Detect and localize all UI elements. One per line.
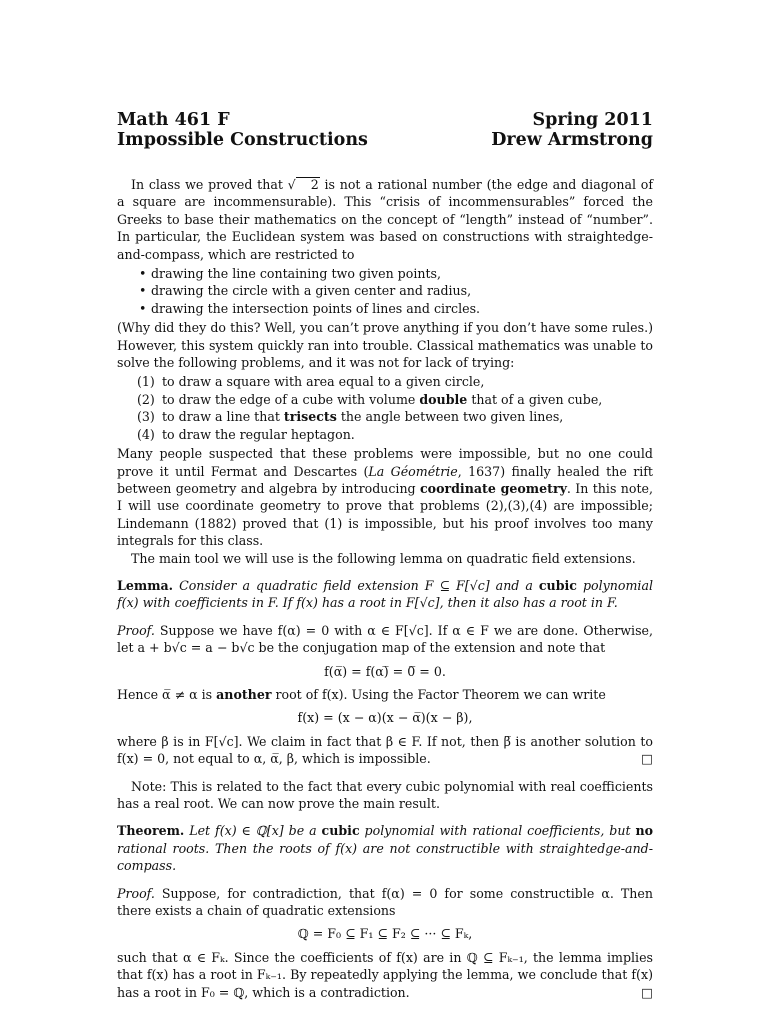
equation-factorization: f(x) = (x − α)(x − α̅)(x − β),: [297, 710, 473, 726]
theorem: Theorem. Let f(x) ∈ ℚ[x] be a cubic polynomial with rational coefficients, but no rational roots. Then the roots of f(x) are not constructible with straightedge-and-compass.: [117, 823, 654, 874]
equation-chain: ℚ = F₀ ⊆ F₁ ⊆ F₂ ⊆ ··· ⊆ Fₖ,: [297, 926, 473, 942]
document-body: [117, 176, 653, 1001]
proof-label: Proof.: [117, 885, 155, 901]
sqrt-two: 2: [296, 177, 320, 191]
lemma-proof: Proof. Suppose we have f(α) = 0 with α ∈ F[√c]. If α ∈ F we are done. Otherwise, let a + b√c = a − b√c be the conjugation map of the extension and note that: [117, 622, 653, 656]
list-item: (1) to draw a square with area equal to a given circle,: [137, 374, 485, 390]
note-paragraph: Note: This is related to the fact that every cubic polynomial with real coefficients has a real root. We can now prove the main result.: [117, 778, 653, 811]
problems-list: [117, 373, 653, 443]
list-item: • drawing the circle with a given center and radius,: [141, 282, 653, 299]
another-root-text: Hence α̅ ≠ α is another root of f(x). Using the Factor Theorem we can write: [117, 686, 606, 702]
equation-conjugation: f(α̅) = f(α)̅ = 0̅ = 0.: [324, 663, 446, 679]
main-tool-paragraph: The main tool we will use is the following lemma on quadratic field extensions.: [131, 550, 636, 566]
conclusion-text: such that α ∈ Fₖ. Since the coefficients of f(x) are in ℚ ⊆ Fₖ₋₁, the lemma implies that f(x) has a root in Fₖ₋₁. By repeatedly applying the lemma, we conclude that f(x) has a root in F₀ = ℚ, which is a contradiction. □: [117, 949, 653, 1000]
header-left: [117, 110, 368, 150]
author: Drew Armstrong: [491, 130, 653, 150]
course-number: Math 461 F: [117, 110, 230, 130]
theorem-label: Theorem.: [117, 823, 185, 839]
list-item: • drawing the line containing two given points,: [141, 265, 653, 282]
list-item: • drawing the intersection points of lines and circles.: [141, 300, 653, 317]
history-paragraph: Many people suspected that these problems were impossible, but no one could prove it until Fermat and Descartes (La Géométrie, 1637) finally healed the rift between geometry and algebra by introducing coordinate geometry. In this note, I will use coordinate geometry to prove that problems (2),(3),(4) are impossible; Lindemann (1882) proved that (1) is impossible, but his proof involves too many integrals for this class.: [117, 446, 653, 549]
term: Spring 2011: [532, 110, 653, 130]
qed-symbol: □: [641, 751, 653, 767]
list-item: (4) to draw the regular heptagon.: [137, 426, 355, 442]
qed-symbol: □: [641, 984, 653, 1000]
lemma-label: Lemma.: [117, 577, 174, 593]
lemma: Lemma. Consider a quadratic field extension F ⊆ F[√c] and a cubic polynomial f(x) with coefficients in F. If f(x) has a root in F[√c], then it also has a root in F.: [117, 577, 653, 611]
intro-paragraph: [117, 176, 653, 263]
theorem-proof: Proof. Suppose, for contradiction, that f(α) = 0 for some constructible α. Then there exists a chain of quadratic extensions: [117, 885, 653, 919]
proof-label: Proof.: [117, 622, 155, 638]
list-item: (2) to draw the edge of a cube with volume double that of a given cube,: [137, 391, 603, 407]
trouble-paragraph: (Why did they do this? Well, you can’t prove anything if you don’t have some rules.) However, this system quickly ran into trouble. Classical mathematics was unable to solve the following problems, and it was not for lack of trying:: [117, 320, 653, 371]
intro-text-a: In class we proved that √: [131, 177, 296, 192]
list-item: (3) to draw a line that trisects the angle between two given lines,: [137, 409, 564, 425]
claim-text: where β is in F[√c]. We claim in fact that β ∈ F. If not, then β̅ is another solution to f(x) = 0, not equal to α, α̅, β, which is impossible. □: [117, 733, 653, 767]
construction-rules-list: [117, 265, 653, 317]
document-header: [117, 110, 653, 150]
header-right: [491, 110, 653, 150]
document-title: Impossible Constructions: [117, 130, 368, 150]
document-page: [117, 0, 653, 1001]
intro-text-b: is not a rational number (the edge and diagonal of a square are incommensurable). This “crisis of incommensurables” forced the Greeks to base their mathematics on the concept of “length” instead of “number”. In particular, the Euclidean system was based on constructions with straightedge-and-compass, which are restricted to: [117, 177, 653, 262]
